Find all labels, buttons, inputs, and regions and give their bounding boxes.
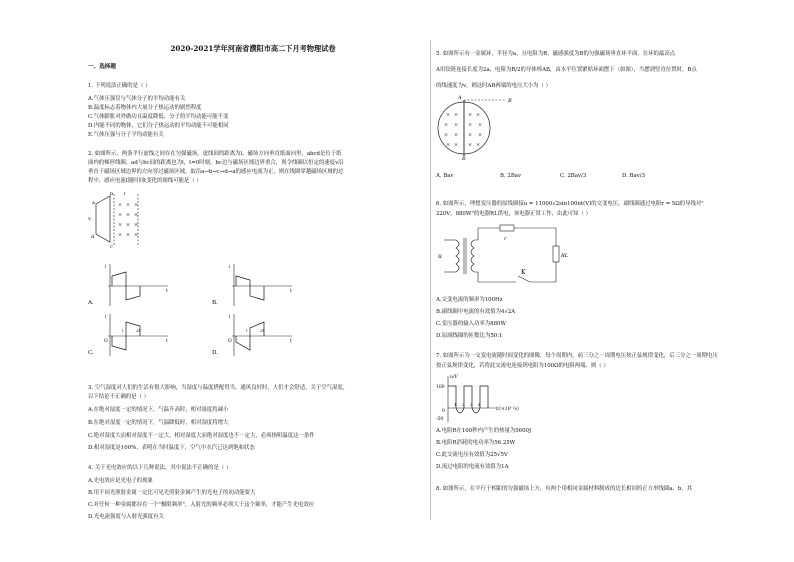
svg-text:×: × bbox=[454, 112, 459, 118]
svg-text:c: c bbox=[110, 244, 113, 250]
q3-option-d: D.相对湿度是100%，表明在当时温度下，空气中水汽已达到饱和状态 bbox=[88, 445, 255, 451]
q2-line4: 程中，感应电流I随时间t变化的图线可能是（ ） bbox=[88, 178, 202, 184]
q6-line2: 220V，880W"的电器RL供电，该电器正常工作，由此可知（ ） bbox=[436, 211, 592, 217]
svg-text:t: t bbox=[290, 289, 292, 294]
svg-text:t: t bbox=[290, 339, 292, 344]
svg-text:r: r bbox=[504, 236, 507, 242]
svg-text:×: × bbox=[444, 122, 449, 128]
q2-line3: 垂直于磁场区域边界的方向穿过磁场区域，取沿a→b→c→d→a的感应电流为正，则在线圈穿越磁场区域的过 bbox=[88, 169, 344, 175]
svg-text:100: 100 bbox=[436, 385, 445, 390]
svg-text:a: a bbox=[92, 200, 95, 206]
svg-text:×: × bbox=[446, 112, 451, 118]
svg-text:×: × bbox=[134, 212, 139, 218]
q5-option-b: B. 2Bav bbox=[500, 173, 522, 179]
svg-text:-50: -50 bbox=[436, 417, 444, 422]
svg-text:i: i bbox=[229, 315, 231, 320]
svg-text:×: × bbox=[126, 232, 131, 238]
q7-option-b: B.电阻R消耗的电功率为56.25W bbox=[436, 440, 516, 446]
svg-text:3: 3 bbox=[470, 402, 473, 407]
svg-text:×: × bbox=[478, 122, 483, 128]
q7-line1: 7. 如图所示为一交变电流随时间变化的图像，每个周期内，前三分之一周期电压按正弦规律变化，后三分之一周期电压 bbox=[436, 353, 718, 359]
q8-line1: 8. 如图所示，在平行于相距的匀强磁场上方，有两个用相同金属材料制成的边长相同的正方形线圈a、b，其 bbox=[436, 486, 693, 492]
svg-text:A.: A. bbox=[88, 300, 94, 306]
q7-line2: 按正弦规律变化，若将此交流电连接到电阻为100Ω的电阻两端，则（ ） bbox=[436, 363, 609, 369]
q3-option-c: C.绝对湿度大而相对湿度不一定大，相对湿度大而绝对湿度也不一定大，必须指明温度这一条件 bbox=[88, 433, 315, 439]
svg-text:2l: 2l bbox=[260, 328, 264, 333]
svg-text:×: × bbox=[454, 132, 459, 138]
svg-text:v: v bbox=[88, 216, 91, 222]
q5-option-d: D. Bav/3 bbox=[622, 173, 646, 179]
svg-text:i: i bbox=[105, 265, 107, 270]
q2-graph-c bbox=[88, 312, 178, 360]
q4-option-b: B.用不同光照射金属一定比可见光照射金属产生的光电子的初动能要大 bbox=[88, 490, 256, 496]
switch-k bbox=[518, 276, 530, 282]
q5-ring-figure bbox=[436, 94, 516, 160]
load-resistor-rl bbox=[553, 246, 559, 262]
q4-option-c: C.对任何一种金属都存在一个"极限频率"，入射光的频率必须大于这个频率，才能产生光电效应 bbox=[88, 502, 315, 508]
q1-option-b: B.温度标志着物体内大量分子热运动的剧烈程度 bbox=[88, 105, 202, 111]
svg-text:×: × bbox=[446, 142, 451, 148]
resistor-r bbox=[500, 225, 514, 231]
svg-text:1: 1 bbox=[454, 402, 457, 407]
q4-option-a: A.光电效应是光电子的现象 bbox=[88, 478, 153, 484]
q7-option-d: D.流过电阻的电流有效值为1A bbox=[436, 464, 509, 470]
q2-graph-a bbox=[88, 262, 178, 310]
svg-text:C.: C. bbox=[88, 350, 94, 356]
svg-text:×: × bbox=[126, 222, 131, 228]
q7-voltage-graph bbox=[436, 372, 546, 424]
svg-text:b: b bbox=[110, 192, 114, 197]
q5-option-c: C. 2Bav/3 bbox=[560, 173, 587, 179]
svg-text:K: K bbox=[521, 269, 526, 276]
exam-title: 2020-2021学年河南省濮阳市高二下月考物理试卷 bbox=[170, 44, 336, 53]
magnetic-field-crosses bbox=[444, 112, 482, 148]
svg-text:l: l bbox=[122, 328, 124, 333]
svg-text:2l: 2l bbox=[136, 328, 140, 333]
svg-text:t: t bbox=[166, 339, 168, 344]
svg-text:×: × bbox=[126, 212, 131, 218]
svg-text:B: B bbox=[462, 156, 466, 160]
q1-option-d: D.内能不同的物体，它们分子热运动的平均动能不可能相同 bbox=[88, 123, 229, 129]
svg-text:t/(×10⁻²s): t/(×10⁻²s) bbox=[496, 407, 519, 412]
svg-text:2: 2 bbox=[462, 402, 465, 407]
svg-text:×: × bbox=[454, 142, 459, 148]
q7-option-a: A.电阻R在100秒内产生的热量为5600J bbox=[436, 428, 532, 434]
q6-option-a: A.交变电流的频率为100Hz bbox=[436, 297, 503, 303]
q6-transformer-circuit bbox=[438, 222, 568, 290]
primary-coil bbox=[456, 240, 459, 272]
q3-option-b: B.在绝对湿度一定的情况下，气温降低时，相对湿度将增大 bbox=[88, 420, 229, 426]
q5-line3: 的线速度为v，则这时AB两端的电压大小为（ ） bbox=[436, 83, 552, 89]
svg-text:×: × bbox=[134, 202, 139, 208]
q2-line2: 面内的梯形线圈，ad与bc间的距离也为l，t=0时刻，bc边与磁场区域边界重合，现令线圈以恒定的速度v沿 bbox=[88, 160, 344, 166]
q2-graph-d bbox=[212, 312, 302, 360]
svg-text:×: × bbox=[126, 202, 131, 208]
q5-line2: A用铰链连接长度为2a，电阻为R/2的导体棒AB，由水平位置紧贴环面摆下（如图），当摆到竖直位置时，B点 bbox=[436, 67, 697, 73]
svg-text:×: × bbox=[468, 112, 473, 118]
q3-line1: 3. 空气湿度对人们的生活有很大影响，当湿度与温度搭配得当，通风良好时，人们才会舒适，关于空气湿度， bbox=[88, 385, 349, 391]
q6-option-d: D.原副线圈的匝数比为50:1 bbox=[436, 333, 503, 339]
q2-graph-b bbox=[212, 262, 302, 310]
svg-text:×: × bbox=[468, 142, 473, 148]
section-heading: 一、选择题 bbox=[88, 64, 116, 70]
svg-text:O: O bbox=[228, 339, 232, 344]
svg-text:×: × bbox=[444, 132, 449, 138]
svg-text:×: × bbox=[454, 122, 459, 128]
column-divider bbox=[430, 40, 431, 520]
svg-text:×: × bbox=[468, 122, 473, 128]
svg-text:B.: B. bbox=[212, 300, 218, 306]
q5-line1: 5. 如图所示有一金属环，半径为a，且电阻为R。磁感强度为B的匀强磁场垂直环平面，在环的最高点 bbox=[436, 51, 676, 57]
q6-option-b: B.副线圈中电流的有效值为4√2A bbox=[436, 309, 516, 315]
q4-stem: 4. 关于光电效应的以下几种说法，其中说法不正确的是（ ） bbox=[88, 465, 232, 471]
svg-text:A: A bbox=[458, 95, 462, 101]
svg-text:B: B bbox=[508, 98, 512, 104]
q1-option-e: E.气体压强与分子平均动能有关 bbox=[88, 132, 164, 138]
svg-text:i: i bbox=[229, 265, 231, 270]
svg-text:D.: D. bbox=[212, 350, 218, 356]
q1-stem: 1. 下列说法正确的是（ ） bbox=[88, 83, 151, 89]
svg-text:×: × bbox=[118, 212, 123, 218]
svg-text:O: O bbox=[104, 339, 108, 344]
svg-text:×: × bbox=[134, 232, 139, 238]
q4-option-d: D.光电流强度与入射光强度有关 bbox=[88, 514, 164, 520]
q1-option-c: C.气体膨胀对外做功且温度降低，分子的平均动能可能不变 bbox=[88, 114, 229, 120]
magnetic-field-crosses bbox=[118, 202, 138, 238]
secondary-coil bbox=[471, 240, 474, 272]
svg-text:×: × bbox=[118, 232, 123, 238]
svg-text:t: t bbox=[166, 289, 168, 294]
svg-text:×: × bbox=[118, 222, 123, 228]
trapezoid-coil bbox=[96, 196, 110, 242]
svg-text:×: × bbox=[476, 142, 481, 148]
q6-option-c: C.变压器的输入功率为880W bbox=[436, 321, 506, 327]
q2-coil-figure bbox=[88, 192, 168, 250]
svg-text:u: u bbox=[438, 253, 442, 260]
q2-line1: 2. 如图所示，两条平行虚线之间存在匀强磁场，虚线间的距离为l，磁场方向垂直纸面向里，abcd是位于纸 bbox=[88, 151, 342, 157]
svg-text:×: × bbox=[468, 132, 473, 138]
svg-text:×: × bbox=[478, 132, 483, 138]
q1-option-a: A.气体压强仅与气体分子的平均动能有关 bbox=[88, 96, 186, 102]
svg-text:4: 4 bbox=[478, 402, 481, 407]
svg-text:l: l bbox=[124, 192, 126, 197]
svg-text:u/V: u/V bbox=[450, 375, 458, 380]
q3-line2: 以下结论不正确的是（ ） bbox=[88, 394, 150, 400]
svg-text:×: × bbox=[476, 112, 481, 118]
svg-text:×: × bbox=[118, 202, 123, 208]
q7-option-c: C.此交流电压有效值为25√5V bbox=[436, 452, 508, 458]
svg-text:0: 0 bbox=[442, 409, 445, 414]
svg-text:i: i bbox=[105, 315, 107, 320]
q3-option-a: A.在绝对湿度一定的情况下，气温升高时，相对湿度将减小 bbox=[88, 407, 229, 413]
q5-option-a: A. Bav bbox=[436, 173, 454, 179]
svg-text:×: × bbox=[134, 222, 139, 228]
svg-text:RL: RL bbox=[561, 253, 568, 259]
svg-text:l: l bbox=[246, 328, 248, 333]
q6-line1: 6. 如图所示，理想变压器的原线圈接u = 11000√2sin100πt(V)的交变电压，副线圈通过电阻r = 5Ω的导线对" bbox=[436, 201, 704, 207]
svg-text:d: d bbox=[91, 234, 95, 240]
